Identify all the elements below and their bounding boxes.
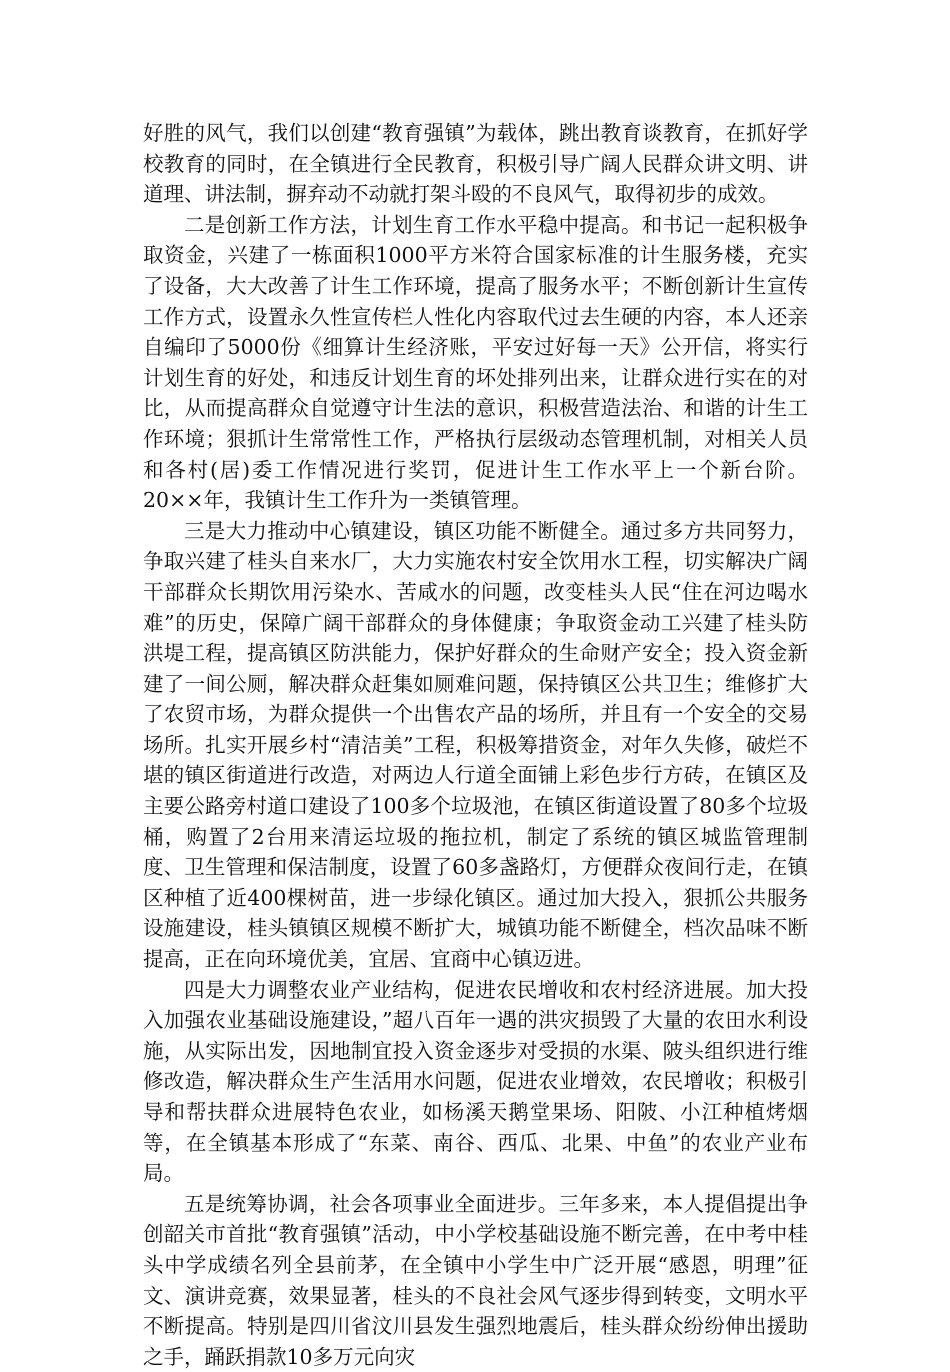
paragraph-town-construction: 三是大力推动中心镇建设，镇区功能不断健全。通过多方共同努力，争取兴建了桂头自来水厂，大力实施农村安全饮用水工程，切实解决广阔干部群众长期饮用污染水、苦咸水的问题，改变桂头人民“住在河边喝水难”的历史，保障广阔干部群众的身体健康；争取资金动工兴建了桂头防洪堤工程，提高镇区防洪能力，保护好群众的生命财产安全；投入资金新建了一间公厕，解决群众赶集如厕难问题，保持镇区公共卫生；维修扩大了农贸市场，为群众提供一个出售农产品的场所，并且有一个安全的交易场所。扎实开展乡村“清洁美”工程，积极筹措资金，对年久失修，破烂不堪的镇区街道进行改造，对两边人行道全面铺上彩色步行方砖，在镇区及主要公路旁村道口建设了100多个垃圾池，在镇区街道设置了80多个垃圾桶，购置了2台用来清运垃圾的拖拉机，制定了系统的镇区城监管理制度、卫生管理和保洁制度，设置了60多盏路灯，方便群众夜间行走，在镇区种植了近400棵树苗，进一步绿化镇区。通过加大投入，狠抓公共服务设施建设，桂头镇镇区规模不断扩大，城镇功能不断健全，档次品味不断提高，正在向环境优美，宜居、宜商中心镇迈进。 (143, 518, 808, 972)
paragraph-continued: 好胜的风气，我们以创建“教育强镇”为载体，跳出教育谈教育，在抓好学校教育的同时，在全镇进行全民教育，积极引导广阔人民群众讲文明、讲道理、讲法制，摒弃动不动就打架斗殴的不良风气，取得初步的成效。 (143, 121, 808, 207)
paragraph-agriculture: 四是大力调整农业产业结构，促进农民增收和农村经济进展。加大投入加强农业基础设施建设，”超八百年一遇的洪灾损毁了大量的农田水利设施，从实际出发，因地制宜投入资金逐步对受损的水渠、陂头组织进行维修改造，解决群众生产生活用水问题，促进农业增效，农民增收；积极引导和帮扶群众进展特色农业，如杨溪天鹅堂果场、阳陂、小江种植烤烟等，在全镇基本形成了“东菜、南谷、西瓜、北果、中鱼”的农业产业布局。 (143, 977, 808, 1186)
paragraph-social-progress: 五是统筹协调，社会各项事业全面进步。三年多来，本人提倡提出争创韶关市首批“教育强镇”活动，中小学校基础设施不断完善，在中考中桂头中学成绩名列全县前茅，在全镇中小学生中广泛开展“感恩，明理”征文、演讲竞赛，效果显著，桂头的不良社会风气逐步得到转变，文明水平不断提高。特别是四川省汶川县发生强烈地震后，桂头群众纷纷伸出援助之手，踊跃捐款10多万元向灾 (143, 1191, 808, 1369)
document-body (143, 118, 808, 1372)
paragraph-family-planning: 二是创新工作方法，计划生育工作水平稳中提高。和书记一起积极争取资金，兴建了一栋面积1000平方米符合国家标准的计生服务楼，充实了设备，大大改善了计生工作环境，提高了服务水平；不断创新计生宣传工作方式，设置永久性宣传栏人性化内容取代过去生硬的内容，本人还亲自编印了5000份《细算计生经济账，平安过好每一天》公开信，将实行计划生育的好处，和违反计划生育的坏处排列出来，让群众进行实在的对比，从而提高群众自觉遵守计生法的意识，积极营造法治、和谐的计生工作环境；狠抓计生常常性工作，严格执行层级动态管理机制，对相关人员和各村(居)委工作情况进行奖罚，促进计生工作水平上一个新台阶。20××年，我镇计生工作升为一类镇管理。 (143, 212, 808, 513)
